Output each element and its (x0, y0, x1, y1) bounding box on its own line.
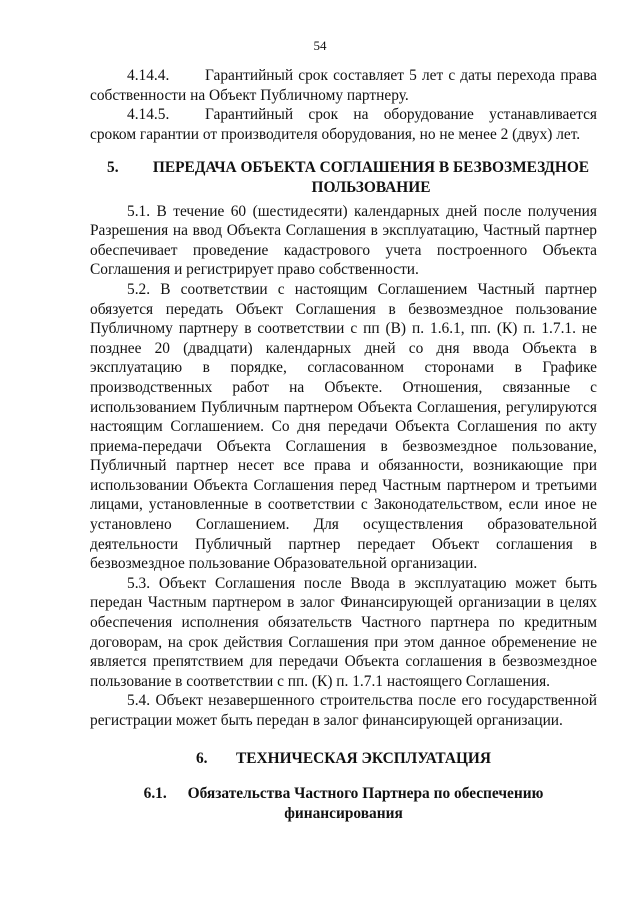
clause-number: 4.14.4. (127, 67, 170, 84)
clause-number: 4.14.5. (127, 106, 170, 124)
clause-4-14-5 (90, 105, 597, 144)
clause-5-2: 5.2. В соответствии с настоящим Соглашением Частный партнер обязуется передать Объект Соглашения в безвозмездное пользование Публичному партнеру в соответствии с пп (В) п. 1.6.1, пп. (К) п. 1.7.1. не позднее 20 (двадцати) календарных дней со дня ввода Объекта в эксплуатацию в порядке, согласованном сторонами в Графике производственных работ на Объекте. Отношения, связанные с использованием Публичным партнером Объекта Соглашения, регулируются настоящим Соглашением. Со дня передачи Объекта Соглашения по акту приема-передачи Объекта Соглашения в безвозмездное пользование, Публичный партнер несет все права и обязанности, возникающие при использовании Объекта Соглашения перед Частным партнером и третьими лицами, установленные в соответствии с Законодательством, если иное не установлено Соглашением. Для осуществления образовательной деятельности Публичный партнер передает Объект соглашения в безвозмездное пользование Образовательной организации. (90, 280, 597, 573)
subsection-6-1-heading (90, 784, 597, 823)
clause-text: Гарантийный срок составляет 5 лет с даты перехода права собственности на Объект Публичному партнеру. (90, 67, 597, 104)
section-number: 5. (107, 159, 119, 177)
clause-5-4: 5.4. Объект незавершенного строительства после его государственной регистрации может быть передан в залог финансирующей организации. (90, 692, 597, 729)
subsection-number: 6.1. (143, 785, 167, 803)
clause-5-3: 5.3. Объект Соглашения после Ввода в эксплуатацию может быть передан Частным партнером в залог Финансирующей организации в целях обеспечения исполнения обязательств Частного партнера по кредитным договорам, на срок действия Соглашения при этом данное обременение не является препятствием для передачи Объекта соглашения в безвозмездное пользование в соответствии с пп. (К) п. 1.7.1 настоящего Соглашения. (90, 574, 597, 690)
subsection-title: Обязательства Частного Партнера по обеспечению финансирования (187, 785, 544, 822)
section-5-heading (90, 158, 597, 197)
page-number: 54 (313, 38, 327, 53)
clause-text: Гарантийный срок на оборудование устанавливается сроком гарантии от производителя оборудования, но не менее 2 (двух) лет. (90, 106, 597, 143)
section-title: ТЕХНИЧЕСКАЯ ЭКСПЛУАТАЦИЯ (235, 749, 492, 767)
clause-4-14-4 (90, 66, 597, 105)
section-6-heading (90, 749, 597, 769)
section-title: ПЕРЕДАЧА ОБЪЕКТА СОГЛАШЕНИЯ В БЕЗВОЗМЕЗДНОЕ ПОЛЬЗОВАНИЕ (152, 159, 590, 196)
section-number: 6. (195, 749, 208, 767)
clause-5-1: 5.1. В течение 60 (шестидесяти) календарных дней после получения Разрешения на ввод Объекта Соглашения в эксплуатацию, Частный партнер обеспечивает проведение кадастрового учета построенного Объекта Соглашения и регистрирует право собственности. (90, 202, 597, 279)
document-body (90, 66, 597, 823)
